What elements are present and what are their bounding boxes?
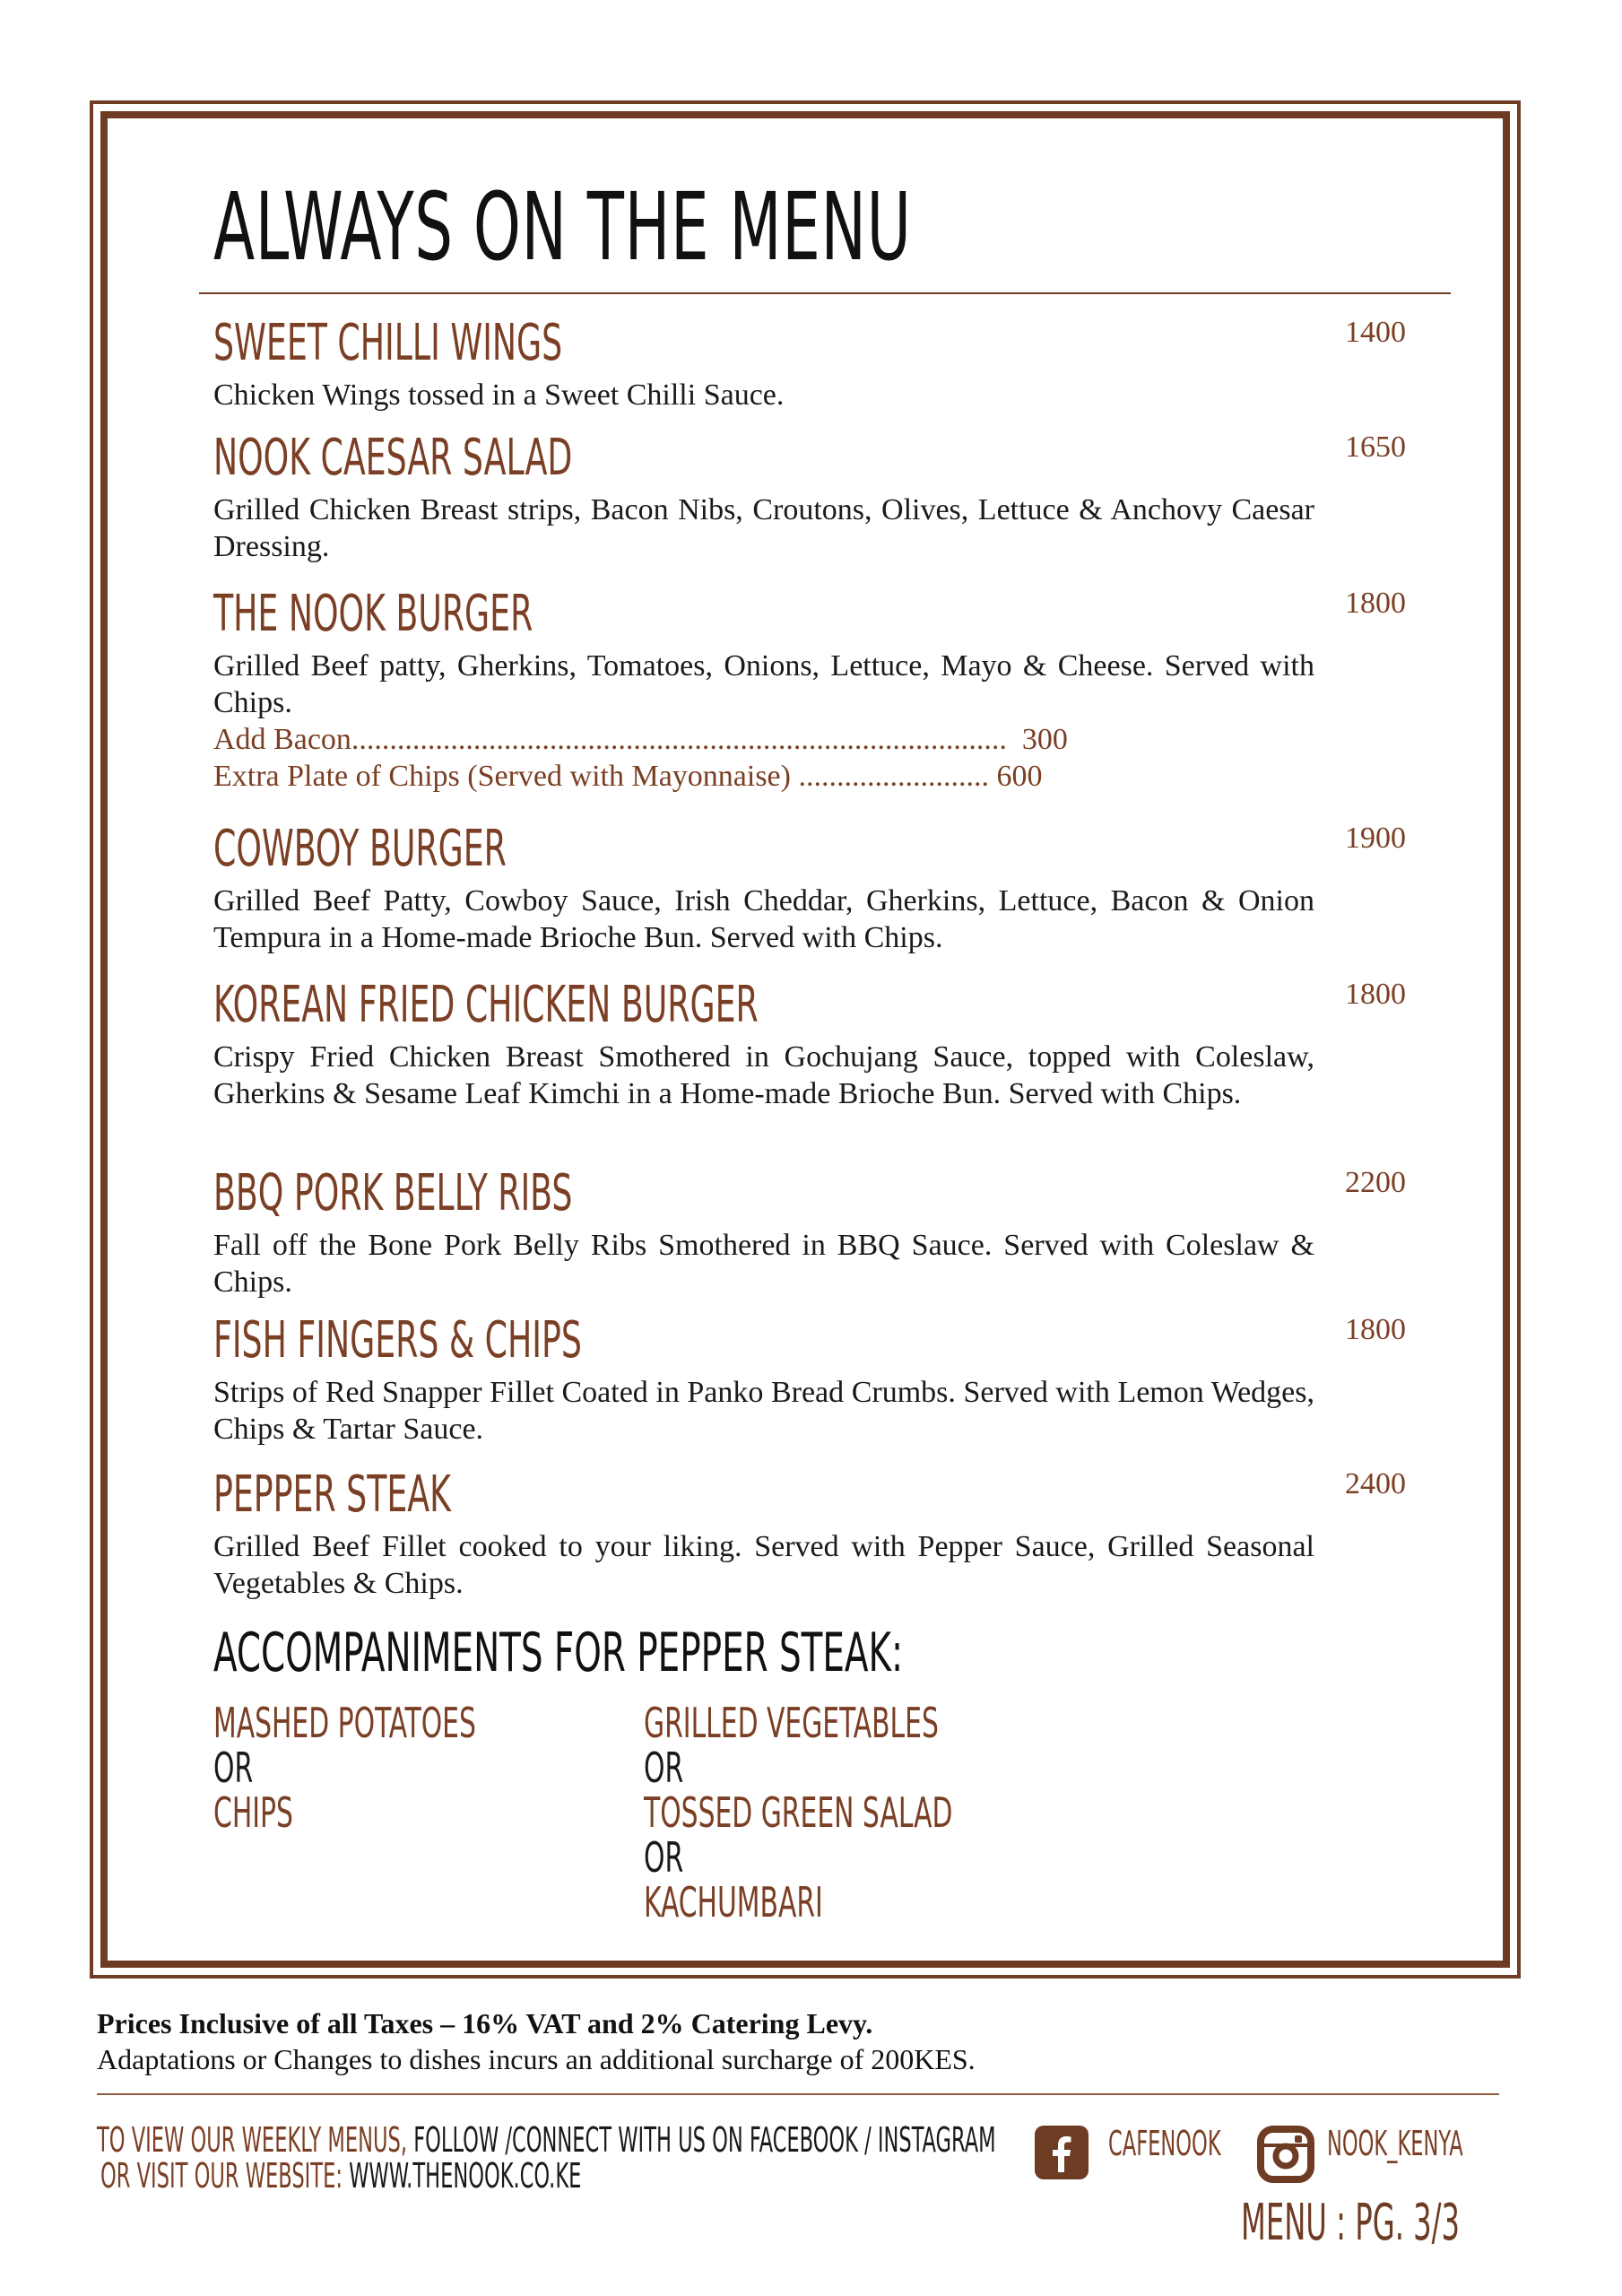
addon-price: 600 (996, 760, 1043, 793)
item-name: SWEET CHILLI WINGS (213, 314, 563, 372)
accompaniments-column-1 (213, 1700, 578, 1835)
menu-item-bbq-pork-belly-ribs (213, 1166, 1531, 1300)
menu-item-sweet-chilli-wings (213, 316, 1531, 413)
menu-item-korean-fried-chicken-burger (213, 978, 1531, 1112)
facebook-handle[interactable]: CAFENOOK (1108, 2124, 1221, 2163)
page-title: ALWAYS ON THE MENU (213, 172, 912, 282)
item-name: COWBOY BURGER (213, 820, 507, 878)
item-name: PEPPER STEAK (213, 1465, 451, 1524)
addon-row (213, 758, 1531, 795)
item-price: 1800 (1345, 978, 1406, 1011)
menu-item-nook-caesar-salad (213, 430, 1531, 565)
item-name: THE NOOK BURGER (213, 585, 533, 643)
website-prefix: OR VISIT OUR WEBSITE: (100, 2156, 343, 2196)
addon-row (213, 721, 1531, 758)
menu-item-cowboy-burger (213, 822, 1531, 956)
item-name: BBQ PORK BELLY RIBS (213, 1164, 573, 1222)
item-price: 1800 (1345, 587, 1406, 620)
addon-dots: ......................... (798, 760, 989, 793)
item-price: 2400 (1345, 1467, 1406, 1500)
item-description: Grilled Beef Fillet cooked to your liking. Served with Pepper Sauce, Grilled Seasonal Vegetables & Chips. (213, 1530, 1314, 1600)
weekly-menus-prefix: TO VIEW OUR WEEKLY MENUS, (97, 2120, 408, 2160)
addon-price: 300 (1021, 723, 1068, 756)
website-link[interactable]: WWW.THENOOK.CO.KE (349, 2156, 582, 2196)
accompaniment-or: OR (644, 1744, 684, 1792)
item-price: 1900 (1345, 822, 1406, 855)
item-price: 1650 (1345, 430, 1406, 464)
footer-divider (97, 2093, 1499, 2095)
accompaniment-or: OR (213, 1744, 254, 1792)
addon-label: Extra Plate of Chips (Served with Mayonnaise) (213, 760, 799, 793)
follow-text: FOLLOW /CONNECT WITH US ON FACEBOOK / INSTAGRAM (413, 2120, 996, 2160)
item-description: Grilled Beef Patty, Cowboy Sauce, Irish Cheddar, Gherkins, Lettuce, Bacon & Onion Tempura in a Home-made Brioche Bun. Served with Chips. (213, 884, 1314, 954)
item-name: FISH FINGERS & CHIPS (213, 1311, 582, 1370)
addon-label: Add Bacon (213, 723, 351, 756)
instagram-handle[interactable]: NOOK_KENYA (1327, 2124, 1463, 2163)
item-description: Strips of Red Snapper Fillet Coated in Panko Bread Crumbs. Served with Lemon Wedges, Chips & Tartar Sauce. (213, 1376, 1314, 1446)
page-number: MENU : PG. 3/3 (1241, 2194, 1461, 2252)
title-divider (199, 292, 1451, 294)
accompaniment-or: OR (644, 1833, 684, 1882)
accompaniment-option: CHIPS (213, 1788, 293, 1837)
tax-note: Prices Inclusive of all Taxes – 16% VAT and 2% Catering Levy. (97, 2007, 873, 2039)
item-price: 1400 (1345, 316, 1406, 349)
menu-item-fish-fingers-chips (213, 1313, 1531, 1448)
item-description: Grilled Beef patty, Gherkins, Tomatoes, Onions, Lettuce, Mayo & Cheese. Served with Chips. (213, 649, 1314, 719)
item-description: Fall off the Bone Pork Belly Ribs Smothered in BBQ Sauce. Served with Coleslaw & Chips. (213, 1229, 1314, 1299)
accompaniment-option: GRILLED VEGETABLES (644, 1699, 939, 1747)
accompaniment-option: KACHUMBARI (644, 1878, 823, 1926)
item-description: Grilled Chicken Breast strips, Bacon Nibs, Croutons, Olives, Lettuce & Anchovy Caesar Dressing. (213, 493, 1314, 563)
surcharge-note: Adaptations or Changes to dishes incurs an additional surcharge of 200KES. (97, 2043, 976, 2075)
website-line (100, 2156, 581, 2196)
accompaniment-option: TOSSED GREEN SALAD (644, 1788, 953, 1837)
item-name: NOOK CAESAR SALAD (213, 429, 573, 487)
facebook-icon[interactable] (1035, 2126, 1089, 2179)
item-price: 1800 (1345, 1313, 1406, 1346)
menu-item-the-nook-burger (213, 587, 1531, 795)
follow-line (97, 2120, 996, 2160)
addon-dots: ...................................................................................... (351, 723, 1007, 756)
instagram-icon[interactable] (1257, 2126, 1311, 2179)
accompaniments-heading: ACCOMPANIMENTS FOR PEPPER STEAK: (213, 1622, 904, 1684)
item-name: KOREAN FRIED CHICKEN BURGER (213, 976, 759, 1034)
accompaniment-option: MASHED POTATOES (213, 1699, 476, 1747)
item-description: Chicken Wings tossed in a Sweet Chilli Sauce. (213, 378, 785, 412)
accompaniments-column-2 (644, 1700, 1072, 1925)
item-price: 2200 (1345, 1166, 1406, 1199)
menu-item-pepper-steak (213, 1467, 1531, 1602)
item-description: Crispy Fried Chicken Breast Smothered in Gochujang Sauce, topped with Coleslaw, Gherkins & Sesame Leaf Kimchi in a Home-made Brioche Bun. Served with Chips. (213, 1040, 1314, 1110)
